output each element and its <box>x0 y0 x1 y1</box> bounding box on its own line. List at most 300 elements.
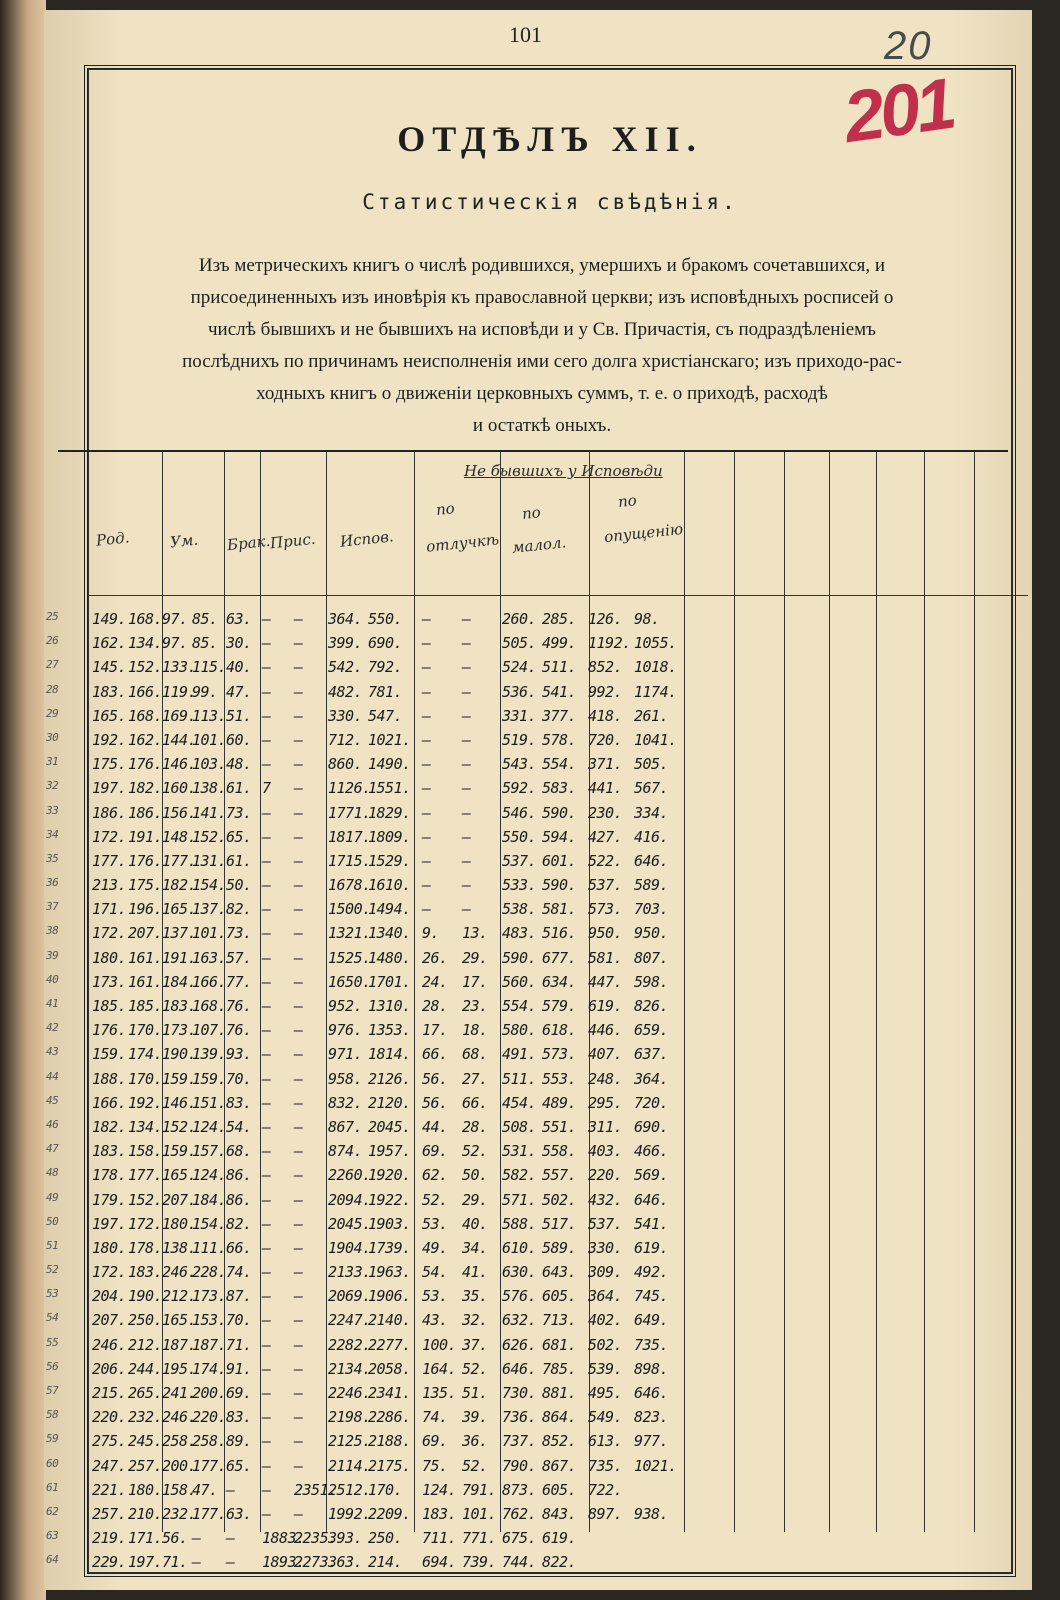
table-cell: — <box>294 851 303 870</box>
table-cell: 792. <box>368 658 403 677</box>
table-cell: 241. <box>162 1384 197 1402</box>
table-cell: 183. <box>92 1142 127 1161</box>
table-cell: 492. <box>634 1263 669 1282</box>
table-cell: 101. <box>192 730 227 749</box>
table-cell: 180. <box>92 1238 127 1257</box>
table-cell: 51. <box>462 1384 488 1402</box>
table-cell: 1529. <box>368 851 411 870</box>
table-cell: 505. <box>634 755 669 774</box>
table-cell: 1893. <box>262 1553 305 1572</box>
table-cell: 589. <box>542 1238 577 1257</box>
table-cell: 499. <box>542 634 577 653</box>
table-cell: 52. <box>462 1456 488 1475</box>
table-cell: 952. <box>328 997 363 1015</box>
table-cell: — <box>462 706 471 725</box>
table-cell: 185. <box>128 997 163 1015</box>
table-cell: — <box>294 972 303 991</box>
table-cell: 101. <box>462 1504 497 1523</box>
table-cell: — <box>262 755 271 774</box>
table-cell: 1021. <box>634 1456 677 1475</box>
row-edge-number: 42 <box>46 1021 59 1035</box>
table-cell: 188. <box>92 1069 127 1088</box>
table-cell: 1340. <box>368 924 411 943</box>
table-cell: 703. <box>634 900 669 919</box>
table-cell: 176. <box>128 755 163 774</box>
table-cell: 43. <box>422 1311 448 1330</box>
table-cell: 220. <box>588 1166 623 1185</box>
table-cell: 138. <box>192 779 227 798</box>
table-cell: — <box>262 1214 271 1233</box>
table-cell: 549. <box>588 1408 623 1427</box>
header-absence: отлучкѣ <box>425 530 500 556</box>
header-deaths: Ум. <box>169 530 199 552</box>
table-cell: 2282. <box>328 1335 371 1354</box>
header-negligence-top: по <box>617 491 638 511</box>
table-cell: 1353. <box>368 1021 411 1040</box>
table-cell: — <box>294 658 303 677</box>
row-edge-number: 63 <box>46 1529 59 1543</box>
column-line <box>326 452 327 1532</box>
table-cell: 1494. <box>368 900 411 919</box>
row-edge-number: 46 <box>46 1117 59 1131</box>
table-cell: 191. <box>128 827 163 846</box>
row-edge-number: 51 <box>46 1238 59 1252</box>
table-cell: — <box>462 779 471 798</box>
table-cell: 852. <box>588 658 623 677</box>
table-cell: 30. <box>226 634 252 653</box>
row-edge-number: 39 <box>46 948 59 962</box>
table-cell: 24. <box>422 972 448 991</box>
table-cell: — <box>422 658 431 677</box>
table-cell: 197. <box>92 1214 127 1233</box>
table-cell: 190. <box>162 1045 197 1064</box>
table-cell: 694. <box>422 1553 457 1572</box>
table-cell: 207. <box>92 1311 127 1330</box>
table-cell: 260. <box>502 610 537 628</box>
table-cell: 183. <box>162 997 197 1015</box>
table-cell: 228. <box>192 1263 227 1282</box>
table-cell: 619. <box>588 997 623 1015</box>
table-cell: 1021. <box>368 730 411 749</box>
table-cell: — <box>422 730 431 749</box>
table-cell: 68. <box>226 1142 252 1161</box>
table-cell: 197. <box>128 1553 163 1572</box>
table-cell: — <box>226 1553 235 1572</box>
table-cell: 646. <box>634 1384 669 1402</box>
table-cell: 579. <box>542 997 577 1015</box>
row-edge-number: 26 <box>46 634 59 648</box>
table-cell: 482. <box>328 682 363 701</box>
table-cell: 85. <box>192 634 218 653</box>
table-cell: — <box>294 997 303 1015</box>
table-cell: 157. <box>192 1142 227 1161</box>
column-line <box>734 452 735 1532</box>
table-cell: 519. <box>502 730 537 749</box>
table-cell: 491. <box>502 1045 537 1064</box>
table-cell: 207. <box>162 1190 197 1209</box>
row-edge-number: 43 <box>46 1045 59 1059</box>
table-cell: 1963. <box>368 1263 411 1282</box>
table-cell: — <box>422 610 431 628</box>
table-cell: 590. <box>502 948 537 967</box>
table-cell: 168. <box>128 706 163 725</box>
table-cell: — <box>262 1069 271 1088</box>
table-cell: 605. <box>542 1480 577 1499</box>
table-cell: — <box>262 1384 271 1402</box>
table-cell: 156. <box>162 803 197 822</box>
table-cell: 610. <box>502 1238 537 1257</box>
table-cell: 220. <box>92 1408 127 1427</box>
table-cell: 2273. <box>294 1553 337 1572</box>
table-cell: 137. <box>192 900 227 919</box>
table-cell: — <box>262 1408 271 1427</box>
table-cell: 185. <box>92 997 127 1015</box>
table-cell: 77. <box>226 972 252 991</box>
table-cell: 170. <box>128 1069 163 1088</box>
table-cell: — <box>462 827 471 846</box>
table-cell: 938. <box>634 1504 669 1523</box>
table-cell: 175. <box>92 755 127 774</box>
table-cell: 675. <box>502 1529 537 1548</box>
table-cell: — <box>294 1214 303 1233</box>
table-cell: — <box>462 851 471 870</box>
table-cell: 867. <box>328 1117 363 1136</box>
table-cell: 74. <box>226 1263 252 1282</box>
table-cell: 403. <box>588 1142 623 1161</box>
table-cell: 1500. <box>328 900 371 919</box>
table-cell: 745. <box>634 1287 669 1306</box>
table-cell: 543. <box>502 755 537 774</box>
table-cell: — <box>294 1093 303 1112</box>
table-cell: 712. <box>328 730 363 749</box>
table-cell: 29. <box>462 1190 488 1209</box>
table-cell: 618. <box>542 1021 577 1040</box>
table-cell: 111. <box>192 1238 227 1257</box>
table-cell: 40. <box>226 658 252 677</box>
table-cell: 86. <box>226 1190 252 1209</box>
table-cell: 177. <box>192 1504 227 1523</box>
table-cell: 66. <box>462 1093 488 1112</box>
table-cell: — <box>294 1359 303 1378</box>
table-cell: 735. <box>588 1456 623 1475</box>
table-cell: 179. <box>92 1190 127 1209</box>
table-cell: 265. <box>128 1384 163 1402</box>
table-cell: 1814. <box>368 1045 411 1064</box>
table-cell: 311. <box>588 1117 623 1136</box>
table-cell: 363. <box>328 1553 363 1572</box>
column-line <box>684 452 685 1532</box>
table-cell: 220. <box>192 1408 227 1427</box>
table-cell: — <box>294 682 303 701</box>
table-cell: 364. <box>634 1069 669 1088</box>
table-cell: 275. <box>92 1432 127 1451</box>
table-cell: 1490. <box>368 755 411 774</box>
table-cell: 145. <box>92 658 127 677</box>
row-edge-number: 47 <box>46 1142 59 1156</box>
row-edge-number: 58 <box>46 1408 59 1422</box>
table-cell: 247. <box>92 1456 127 1475</box>
table-cell: 992. <box>588 682 623 701</box>
table-cell: 407. <box>588 1045 623 1064</box>
table-cell: — <box>262 706 271 725</box>
table-cell: 605. <box>542 1287 577 1306</box>
table-cell: — <box>192 1553 201 1572</box>
table-cell: — <box>294 803 303 822</box>
table-cell: 580. <box>502 1021 537 1040</box>
table-cell: 165. <box>162 900 197 919</box>
table-cell: 533. <box>502 876 537 895</box>
table-cell: 258. <box>162 1432 197 1451</box>
table-cell: 100. <box>422 1335 457 1354</box>
table-cell: 598. <box>634 972 669 991</box>
table-cell: 551. <box>542 1117 577 1136</box>
table-cell: 495. <box>588 1384 623 1402</box>
table-cell: 229. <box>92 1553 127 1572</box>
table-cell: 13. <box>462 924 488 943</box>
table-cell: 158. <box>162 1480 197 1499</box>
table-cell: 206. <box>92 1359 127 1378</box>
table-cell: 186. <box>92 803 127 822</box>
table-cell: 546. <box>502 803 537 822</box>
table-cell: 97. <box>162 610 188 628</box>
table-cell: 195. <box>162 1359 197 1378</box>
table-cell: 134. <box>128 1117 163 1136</box>
table-cell: — <box>226 1480 235 1499</box>
table-cell: — <box>262 827 271 846</box>
ledger-page <box>44 10 1032 1590</box>
table-header-rule <box>88 595 1028 596</box>
table-cell: 630. <box>502 1263 537 1282</box>
table-cell: 76. <box>226 1021 252 1040</box>
table-cell: 212. <box>162 1287 197 1306</box>
header-negligence: опущенію <box>603 519 684 547</box>
table-cell: 309. <box>588 1263 623 1282</box>
table-cell: 874. <box>328 1142 363 1161</box>
table-cell: 295. <box>588 1093 623 1112</box>
table-cell: 1678. <box>328 876 371 895</box>
table-cell: 172. <box>128 1214 163 1233</box>
row-edge-number: 28 <box>46 682 59 696</box>
table-cell: 1310. <box>368 997 411 1015</box>
table-cell: 730. <box>502 1384 537 1402</box>
table-cell: 54. <box>422 1263 448 1282</box>
table-cell: 152. <box>192 827 227 846</box>
table-cell: 1829. <box>368 803 411 822</box>
table-cell: 119. <box>162 682 197 701</box>
table-cell: 583. <box>542 779 577 798</box>
header-absence-top: по <box>435 499 456 519</box>
table-cell: 432. <box>588 1190 623 1209</box>
table-cell: 212. <box>128 1335 163 1354</box>
header-converts: Прис. <box>269 529 317 553</box>
table-cell: 196. <box>128 900 163 919</box>
table-cell: 183. <box>92 682 127 701</box>
header-confessed: Испов. <box>339 527 395 551</box>
row-edge-number: 44 <box>46 1069 59 1083</box>
table-cell: 176. <box>92 1021 127 1040</box>
table-cell: 2140. <box>368 1311 411 1330</box>
table-cell: 569. <box>634 1166 669 1185</box>
table-cell: — <box>262 1480 271 1499</box>
column-line <box>876 452 877 1532</box>
table-cell: — <box>294 1335 303 1354</box>
table-cell: 170. <box>368 1480 403 1499</box>
table-cell: — <box>462 803 471 822</box>
table-cell: 736. <box>502 1408 537 1427</box>
table-cell: 184. <box>162 972 197 991</box>
table-cell: — <box>294 1238 303 1257</box>
table-cell: 215. <box>92 1384 127 1402</box>
table-cell: 76. <box>226 997 252 1015</box>
table-cell: 632. <box>502 1311 537 1330</box>
table-cell: 47. <box>226 682 252 701</box>
column-line <box>974 452 975 1532</box>
table-cell: 82. <box>226 1214 252 1233</box>
description-line: ходныхъ книгъ о движеніи церковныхъ суммъ, т. е. о приходѣ, расходѣ <box>256 383 828 404</box>
table-cell: 50. <box>462 1166 488 1185</box>
table-cell: — <box>262 1456 271 1475</box>
table-cell: 71. <box>162 1553 188 1572</box>
table-cell: 162. <box>92 634 127 653</box>
table-cell: 248. <box>588 1069 623 1088</box>
table-cell: 124. <box>192 1166 227 1185</box>
table-cell: 257. <box>92 1504 127 1523</box>
table-cell: 172. <box>92 1263 127 1282</box>
table-cell: — <box>262 972 271 991</box>
table-cell: 124. <box>422 1480 457 1499</box>
table-cell: 99. <box>192 682 218 701</box>
table-cell: 571. <box>502 1190 537 1209</box>
table-cell: 169. <box>162 706 197 725</box>
table-cell: — <box>422 827 431 846</box>
table-cell: — <box>294 1045 303 1064</box>
table-cell: 158. <box>128 1142 163 1161</box>
table-cell: 182. <box>162 876 197 895</box>
table-cell: 91. <box>226 1359 252 1378</box>
table-cell: — <box>422 779 431 798</box>
table-cell: 178. <box>128 1238 163 1257</box>
table-cell: 182. <box>92 1117 127 1136</box>
table-cell: — <box>462 610 471 628</box>
table-cell: 735. <box>634 1335 669 1354</box>
table-cell: 159. <box>192 1069 227 1088</box>
table-cell: 171. <box>128 1529 163 1548</box>
table-cell: 578. <box>542 730 577 749</box>
table-cell: 183. <box>422 1504 457 1523</box>
table-cell: 29. <box>462 948 488 967</box>
table-cell: 40. <box>462 1214 488 1233</box>
table-cell: 246. <box>92 1335 127 1354</box>
table-cell: 1126. <box>328 779 371 798</box>
table-cell: — <box>262 730 271 749</box>
table-cell: 69. <box>226 1384 252 1402</box>
table-cell: 2512. <box>328 1480 371 1499</box>
table-cell: 466. <box>634 1142 669 1161</box>
table-cell: 1055. <box>634 634 677 653</box>
table-cell: 73. <box>226 924 252 943</box>
table-cell: 63. <box>226 610 252 628</box>
table-cell: 133. <box>162 658 197 677</box>
column-line <box>924 452 925 1532</box>
table-cell: 191. <box>162 948 197 967</box>
table-cell: 184. <box>192 1190 227 1209</box>
table-cell: 539. <box>588 1359 623 1378</box>
table-cell: 958. <box>328 1069 363 1088</box>
table-cell: 232. <box>162 1504 197 1523</box>
table-cell: 843. <box>542 1504 577 1523</box>
description-line: и остаткѣ оныхъ. <box>472 415 612 436</box>
table-cell: 173. <box>192 1287 227 1306</box>
row-edge-number: 56 <box>46 1359 59 1373</box>
table-cell: — <box>422 900 431 919</box>
row-edge-number: 37 <box>46 900 59 914</box>
table-cell: 976. <box>328 1021 363 1040</box>
table-cell: 2094. <box>328 1190 371 1209</box>
table-cell: 101. <box>192 924 227 943</box>
table-cell: 149. <box>92 610 127 628</box>
table-cell: 187. <box>192 1335 227 1354</box>
table-cell: 1771. <box>328 803 371 822</box>
table-cell: 51. <box>226 706 252 725</box>
table-cell: — <box>294 900 303 919</box>
table-cell: 152. <box>128 1190 163 1209</box>
table-cell: 590. <box>542 803 577 822</box>
table-cell: 2235. <box>294 1529 337 1548</box>
description-line: послѣднихъ по причинамъ неисполненія ими сего долга христіанскаго; изъ приходо-рас- <box>182 351 902 372</box>
table-cell: — <box>294 1408 303 1427</box>
table-cell: 171. <box>92 900 127 919</box>
table-cell: 197. <box>92 779 127 798</box>
table-cell: — <box>262 803 271 822</box>
row-edge-number: 35 <box>46 851 59 865</box>
table-cell: 245. <box>128 1432 163 1451</box>
table-cell: 166. <box>92 1093 127 1112</box>
table-cell: 141. <box>192 803 227 822</box>
table-cell: 427. <box>588 827 623 846</box>
table-cell: 28. <box>422 997 448 1015</box>
table-cell: 950. <box>634 924 669 943</box>
table-cell: — <box>294 1384 303 1402</box>
table-cell: 364. <box>328 610 363 628</box>
table-cell: 573. <box>588 900 623 919</box>
table-cell: 173. <box>92 972 127 991</box>
table-cell: 153. <box>192 1311 227 1330</box>
table-cell: — <box>422 706 431 725</box>
table-cell: — <box>262 1166 271 1185</box>
table-cell: 822. <box>542 1553 577 1572</box>
table-cell: 27. <box>462 1069 488 1088</box>
table-cell: 2286. <box>368 1408 411 1427</box>
table-cell: 66. <box>226 1238 252 1257</box>
table-cell: 257. <box>128 1456 163 1475</box>
table-cell: 49. <box>422 1238 448 1257</box>
table-cell: 144. <box>162 730 197 749</box>
table-cell: 594. <box>542 827 577 846</box>
column-line <box>784 452 785 1532</box>
table-cell: — <box>294 1287 303 1306</box>
table-cell: 2069. <box>328 1287 371 1306</box>
table-cell: 643. <box>542 1263 577 1282</box>
table-cell: 190. <box>128 1287 163 1306</box>
table-cell: 1817. <box>328 827 371 846</box>
table-cell: 187. <box>162 1335 197 1354</box>
table-cell: — <box>294 827 303 846</box>
table-cell: 2126. <box>368 1069 411 1088</box>
row-edge-number: 34 <box>46 827 59 841</box>
table-cell: — <box>294 1432 303 1451</box>
row-edge-number: 50 <box>46 1214 59 1228</box>
table-cell: 168. <box>192 997 227 1015</box>
